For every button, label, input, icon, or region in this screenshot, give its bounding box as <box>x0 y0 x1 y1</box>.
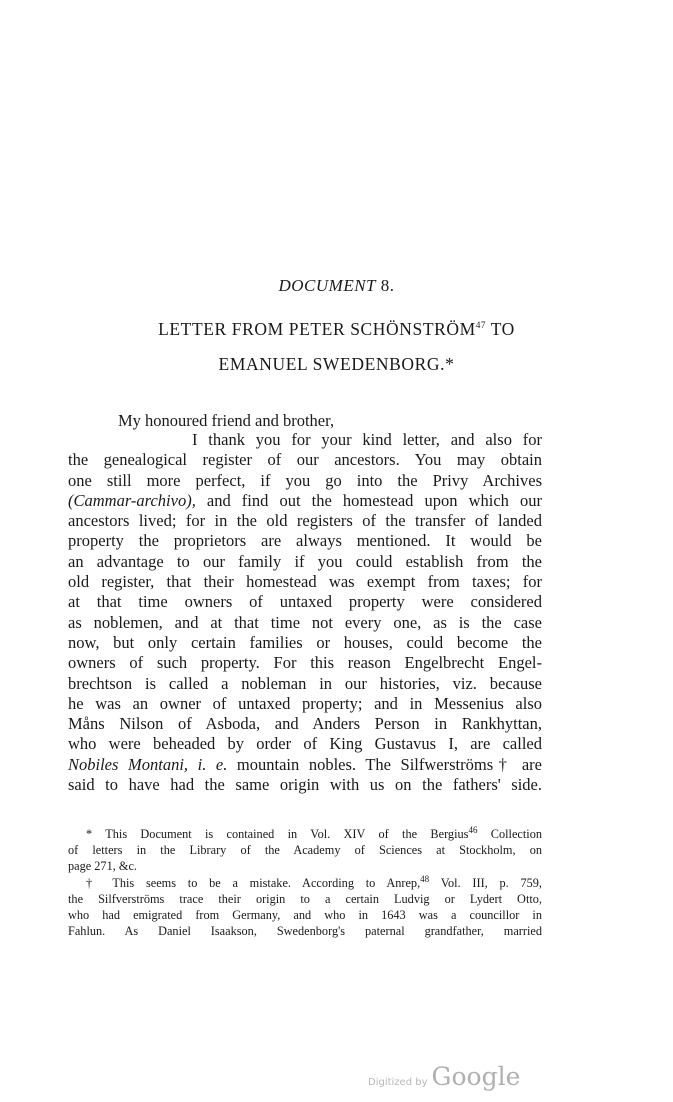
body-line: one still more perfect, if you go into the Privy Archives <box>68 470 542 490</box>
body-line: said to have had the same origin with us on the fathers' side. <box>68 775 542 795</box>
footnote-2-line: who had emigrated from Germany, and who in 1643 was a councillor in <box>68 908 542 923</box>
letter-body <box>68 430 542 795</box>
footnote-ref: 46 <box>468 824 478 835</box>
footnote-2-line: Fahlun. As Daniel Isaakson, Swedenborg's paternal grandfather, married <box>68 924 542 939</box>
footnote-text: Collection <box>477 827 542 841</box>
footnote-1-line <box>68 826 542 842</box>
body-line: old register, that their homestead was exempt from taxes; for <box>68 572 542 592</box>
footnote-text: * This Document is contained in Vol. XIV of the Bergius <box>86 827 469 841</box>
footnote-1-line: of letters in the Library of the Academy of Sciences at Stockholm, on <box>68 843 542 858</box>
body-line: Måns Nilson of Asboda, and Anders Person in Rankhyttan, <box>68 714 542 734</box>
title-text-a: LETTER FROM PETER SCHÖNSTRÖM <box>158 319 476 339</box>
body-line: he was an owner of untaxed property; and in Messenius also <box>68 693 542 713</box>
digitized-watermark <box>368 1062 520 1091</box>
footnote-text: † This seems to be a mistake. According to Anrep, <box>86 875 421 890</box>
footnote-2-line <box>68 875 542 891</box>
body-line: ancestors lived; for in the old registers of the transfer of landed <box>68 511 542 531</box>
document-word: DOCUMENT <box>278 276 376 295</box>
italic-term-cammar: (Cammar-archivo), <box>68 490 196 510</box>
title-text-b: TO <box>486 319 515 339</box>
footnotes <box>68 826 542 939</box>
body-line: owners of such property. For this reason Engelbrecht Engel- <box>68 653 542 673</box>
body-line: I thank you for your kind letter, and also for <box>192 430 542 449</box>
footnote-1-line: page 271, &c. <box>68 859 137 874</box>
letter-title-line-1 <box>0 319 673 340</box>
footnote-2-line: the Silfverströms trace their origin to a certain Ludvig or Lydert Otto, <box>68 891 542 906</box>
watermark-prefix: Digitized by <box>368 1077 428 1088</box>
body-line: now, but only certain families or houses, could become the <box>68 632 542 652</box>
google-logo: Google <box>431 1062 521 1091</box>
body-line: an advantage to our family if you could establish from the <box>68 551 542 571</box>
body-line: brechtson is called a nobleman in our histories, viz. because <box>68 673 542 693</box>
document-number: 8. <box>376 276 395 295</box>
title-footnote-ref: 47 <box>475 320 487 331</box>
italic-term-nobiles: Nobiles Montani, i. e. <box>68 754 228 774</box>
footnote-ref: 48 <box>420 873 430 884</box>
body-line: property the proprietors are always mentioned. It would be <box>68 531 542 551</box>
document-label <box>0 276 673 296</box>
body-line: the genealogical register of our ancestors. You may obtain <box>68 450 542 470</box>
body-line: at that time owners of untaxed property were considered <box>68 592 542 612</box>
body-line: Nobiles Montani, i. e. mountain nobles. The Silfwerströms† are <box>68 754 543 774</box>
body-line: (Cammar-archivo), and find out the homestead upon which our <box>68 490 542 510</box>
salutation: My honoured friend and brother, <box>118 411 335 430</box>
footnote-text: Vol. III, p. 759, <box>429 875 542 890</box>
body-line: who were beheaded by order of King Gustavus I, are called <box>68 734 542 754</box>
letter-title-line-2: EMANUEL SWEDENBORG.* <box>218 354 455 374</box>
body-line: as noblemen, and at that time not every one, as is the case <box>68 612 542 632</box>
